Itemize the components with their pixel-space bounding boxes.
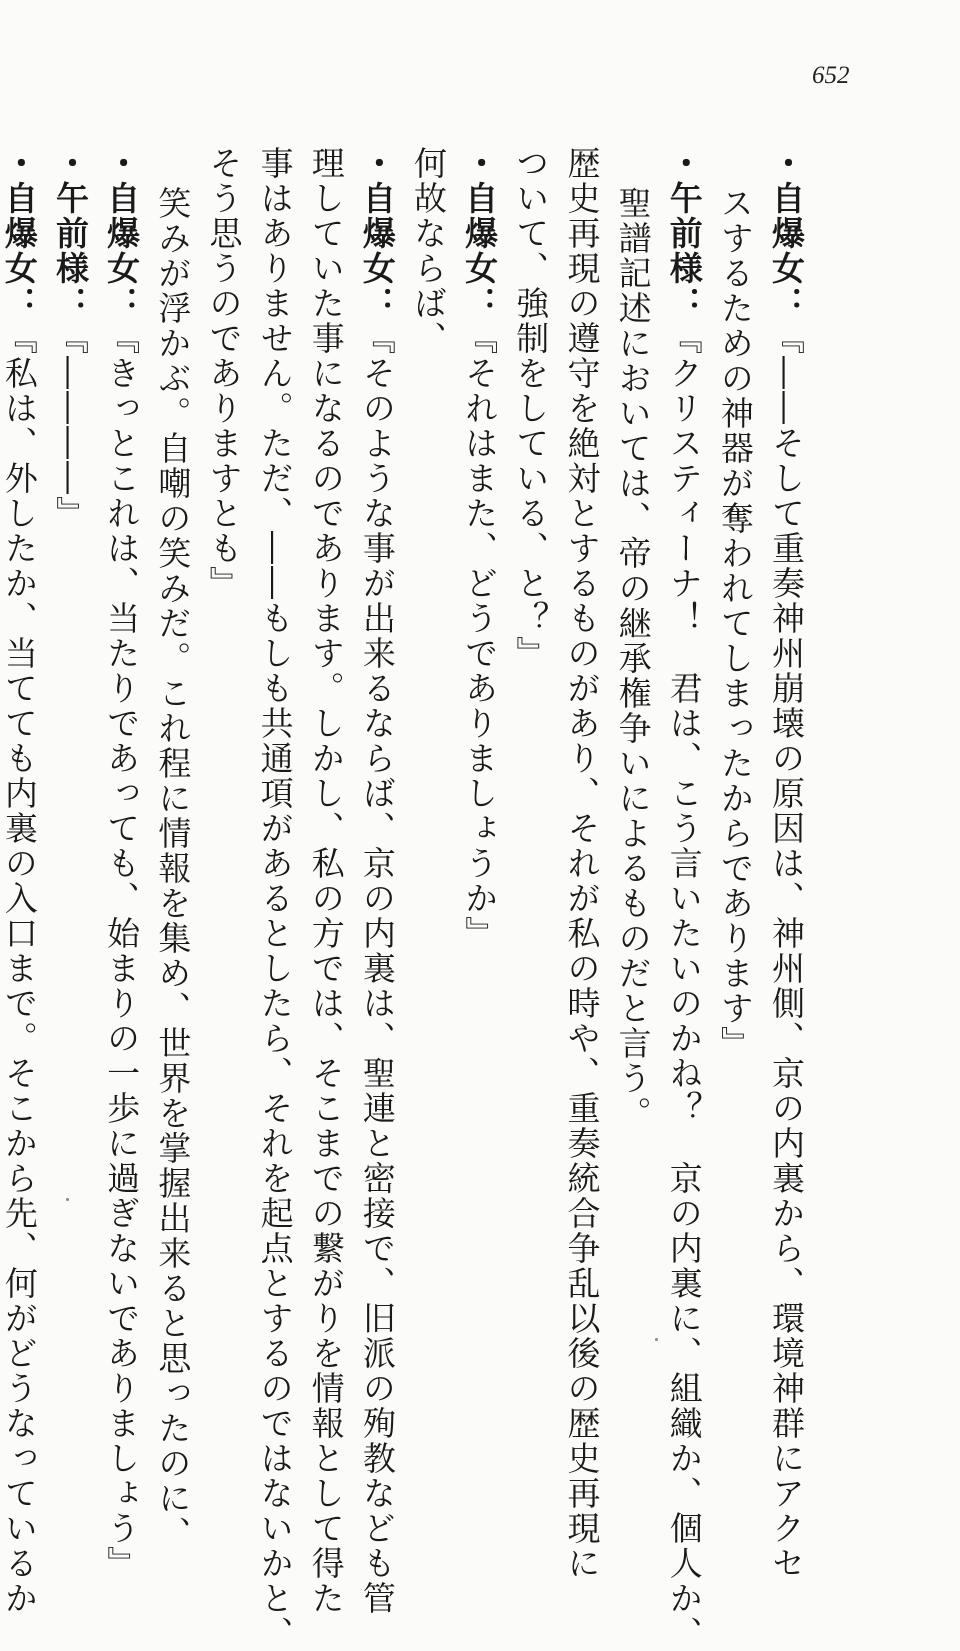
text-line-13: [147, 146, 198, 1551]
speaker-label: ・自爆女：: [0, 146, 39, 321]
speaker-label: ・自爆女：: [357, 146, 397, 321]
text-line-7: [454, 146, 505, 1306]
line-text: 理していた事になるのであります。しかし、私の方では、そこまでの繋がりを情報として得た: [306, 146, 346, 1616]
text-line-3: [659, 146, 710, 1651]
line-text: 事はありません。ただ、――もしも共通項があるとしたら、それを起点とするのではないかと、: [255, 146, 295, 1651]
line-text: 聖譜記述においては、帝の継承権争いによるものだと言う。: [613, 186, 653, 1131]
paper-speck: [655, 1338, 658, 1341]
line-text: ついて、強制をしている、と？』: [511, 146, 551, 671]
text-line-1: [761, 146, 812, 1581]
line-text: 『そのような事が出来るならば、京の内裏は、聖連と密接で、旧派の殉教なども管: [357, 321, 397, 1616]
line-text: 歴史再現の遵守を絶対とするものがあり、それが私の時や、重奏統合争乱以後の歴史再現に: [562, 146, 602, 1581]
text-line-14: [96, 146, 147, 1581]
text-line-11: [249, 146, 300, 1651]
text-line-16: [0, 146, 45, 1616]
line-text: 『――――』: [51, 321, 91, 531]
line-text: 『――そして重奏神州崩壊の原因は、神州側、京の内裏から、環境神群にアクセ: [767, 321, 806, 1581]
text-line-10: [301, 146, 352, 1616]
line-text: 何故ならば、: [409, 146, 449, 356]
speaker-label: ・午前様：: [51, 146, 91, 321]
speaker-label: ・自爆女：: [460, 146, 500, 321]
speaker-label: ・自爆女：: [102, 146, 142, 321]
text-line-9: [352, 146, 403, 1616]
speaker-label: ・午前様：: [664, 146, 704, 321]
line-text: 『きっとこれは、当たりであっても、始まりの一歩に過ぎないでありましょう』: [102, 321, 142, 1581]
line-text: スするための神器が奪われてしまったからであります』: [715, 186, 755, 1061]
speaker-label: ・自爆女：: [767, 146, 806, 321]
text-line-8: [403, 146, 454, 1306]
text-line-5: [556, 146, 607, 1581]
line-text: 笑みが浮かぶ。自嘲の笑みだ。これ程に情報を集め、世界を掌握出来ると思ったのに、: [153, 186, 193, 1551]
line-text: 『それはまた、どうでありましょうか』: [460, 321, 500, 951]
page-number: 652: [812, 62, 850, 89]
text-line-12: [198, 146, 249, 1306]
line-text: 『私は、外したか、当てても内裏の入口まで。そこから先、何がどうなっているか: [0, 321, 39, 1616]
line-text: そう思うのでありますとも』: [204, 146, 244, 601]
text-line-4: [607, 146, 658, 1306]
line-text: 『クリスティーナ！ 君は、こう言いたいのかね？ 京の内裏に、組織か、個人か、: [664, 321, 704, 1651]
novel-text-body: [0, 146, 812, 1651]
text-line-6: [505, 146, 556, 1306]
text-line-2: [710, 146, 761, 1306]
paper-speck: [66, 1198, 69, 1201]
text-line-15: [45, 146, 96, 1306]
